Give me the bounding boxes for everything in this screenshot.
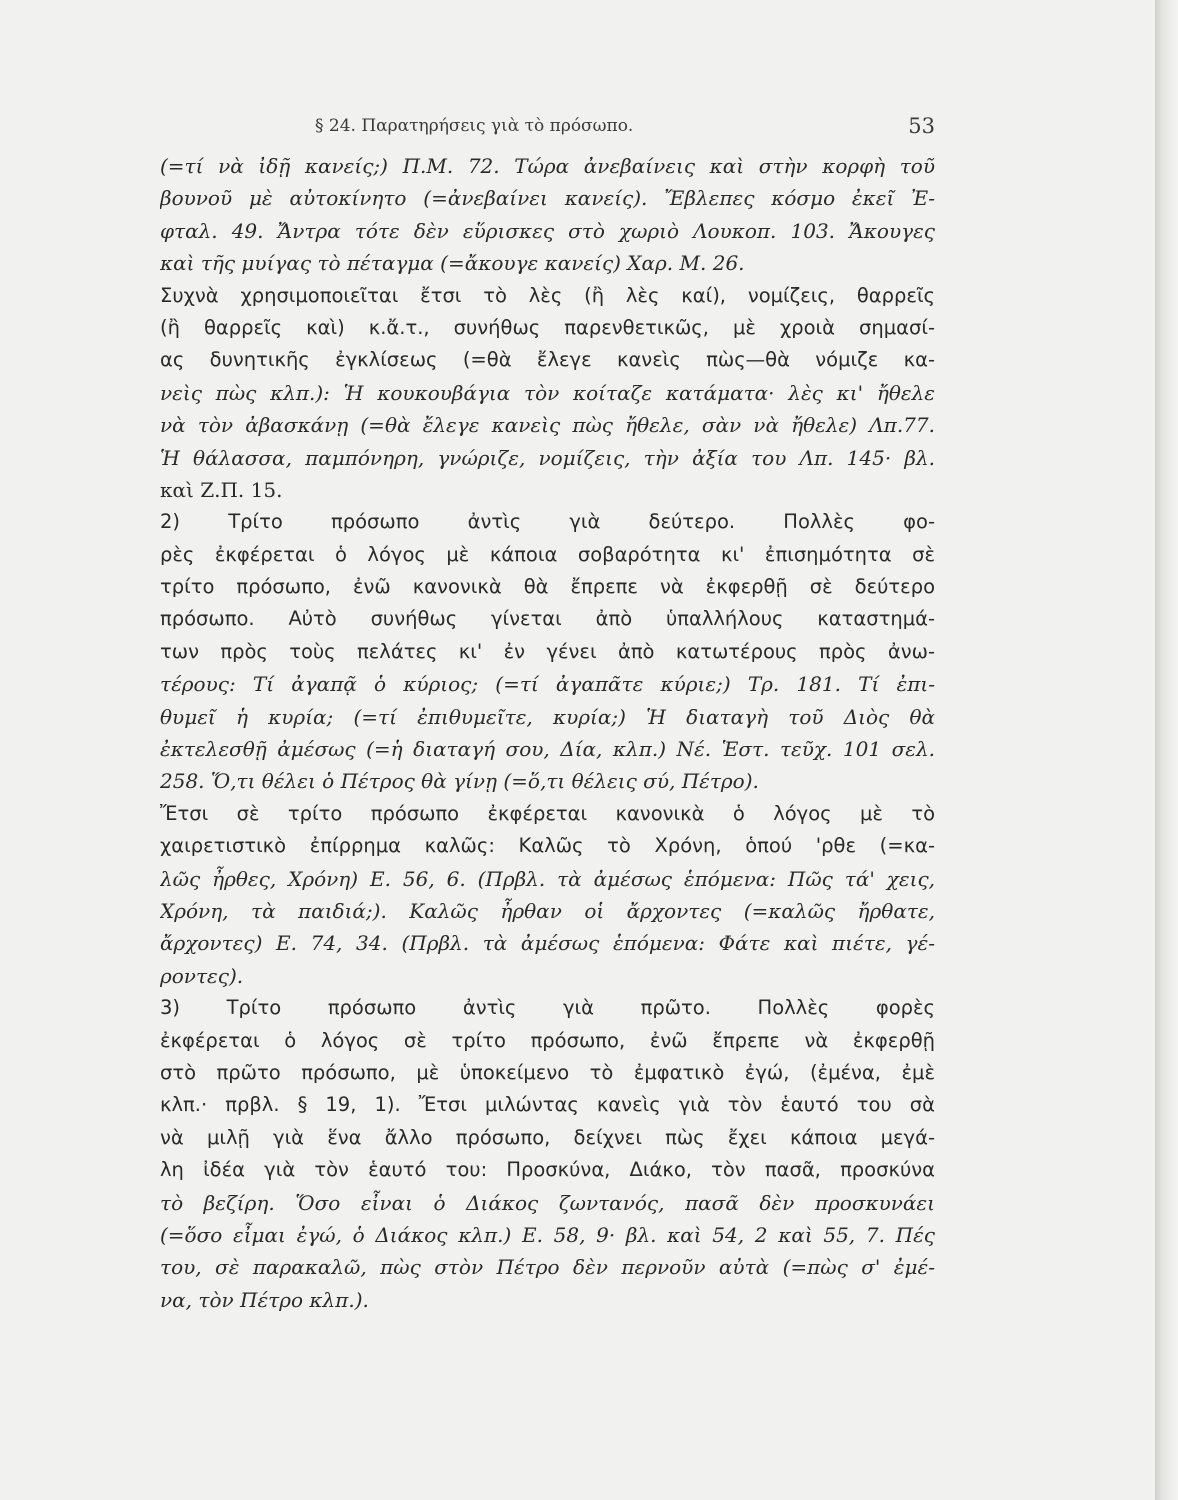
text-line: κλπ.· πρβλ. § 19, 1). Ἔτσι μιλώντας κανεὶς γιὰ τὸν ἑαυτό του σὰ — [160, 1093, 935, 1117]
text-line: νὰ μιλῇ γιὰ ἕνα ἄλλο πρόσωπο, δείχνει πὼς ἔχει κάποια μεγά- — [160, 1125, 935, 1149]
text-line: τὸ βεζίρη. Ὅσο εἶναι ὁ Διάκος ζωντανός, πασᾶ δὲν προσκυνάει — [160, 1190, 935, 1215]
page-edge — [1155, 0, 1178, 1500]
text-line: (=ὅσο εἶμαι ἐγώ, ὁ Διάκος κλπ.) Ε. 58, 9· βλ. καὶ 54, 2 καὶ 55, 7. Πές — [160, 1222, 935, 1247]
text-line: λῶς ἦρθες, Χρόνη) Ε. 56, 6. (Πρβλ. τὰ ἀμέσως ἑπόμενα: Πῶς τά' χεις, — [160, 866, 935, 891]
section-heading-line: 3) Τρίτο πρόσωπο ἀντὶς γιὰ πρῶτο. Πολλὲς φορὲς — [160, 996, 935, 1020]
text-line: νεὶς πὼς κλπ.): Ἡ κουκουβάγια τὸν κοίταζε κατάματα· λὲς κι' ἤθελε — [160, 380, 935, 405]
page-number: 53 — [908, 114, 935, 138]
text-line: νὰ τὸν ἀβασκάνῃ (=θὰ ἔλεγε κανεὶς πὼς ἤθελε, σὰν νὰ ἤθελε) Λπ.77. — [160, 413, 935, 438]
text-line: καὶ Ζ.Π. 15. — [160, 477, 283, 502]
text-line: να, τὸν Πέτρο κλπ.). — [160, 1287, 369, 1312]
running-title: § 24. Παρατηρήσεις γιὰ τὸ πρόσωπο. — [315, 116, 634, 136]
section-heading-line: 2) Τρίτο πρόσωπο ἀντὶς γιὰ δεύτερο. Πολλὲς φο- — [160, 510, 935, 534]
text-line: ἐκφέρεται ὁ λόγος σὲ τρίτο πρόσωπο, ἐνῶ ἔπρεπε νὰ ἐκφερθῇ — [160, 1028, 935, 1052]
text-line: Ἡ θάλασσα, παμπόνηρη, γνώριζε, νομίζεις, τὴν ἀξία του Λπ. 145· βλ. — [160, 445, 935, 470]
text-line: καὶ τῆς μυίγας τὸ πέταγμα (=ἄκουγε κανείς) Χαρ. Μ. 26. — [160, 251, 745, 276]
text-line: Ἔτσι σὲ τρίτο πρόσωπο ἐκφέρεται κανονικὰ ὁ λόγος μὲ τὸ — [160, 801, 935, 825]
text-line: ἄρχοντες) Ε. 74, 34. (Πρβλ. τὰ ἀμέσως ἑπόμενα: Φάτε καὶ πιέτε, γέ- — [160, 931, 935, 956]
text-line: λη ἰδέα γιὰ τὸν ἑαυτό του: Προσκύνα, Διάκο, τὸν πασᾶ, προσκύνα — [160, 1158, 935, 1182]
text-line: φταλ. 49. Ἄντρα τότε δὲν εὕρισκες στὸ χωριὸ Λουκοπ. 103. Ἄκουγες — [160, 218, 935, 243]
text-line: ρὲς ἐκφέρεται ὁ λόγος μὲ κάποια σοβαρότητα κι' ἐπισημότητα σὲ — [160, 542, 935, 566]
text-line: στὸ πρῶτο πρόσωπο, μὲ ὑποκείμενο τὸ ἐμφατικὸ ἐγώ, (ἐμένα, ἐμὲ — [160, 1060, 935, 1084]
text-line: θυμεῖ ἡ κυρία; (=τί ἐπιθυμεῖτε, κυρία;) Ἡ διαταγὴ τοῦ Διὸς θὰ — [160, 704, 935, 729]
text-line: πρόσωπο. Αὐτὸ συνήθως γίνεται ἀπὸ ὑπαλλήλους καταστημά- — [160, 607, 935, 631]
text-line: ας δυνητικῆς ἐγκλίσεως (=θὰ ἔλεγε κανεὶς πὼς—θὰ νόμιζε κα- — [160, 348, 935, 372]
text-line: 258. Ὅ,τι θέλει ὁ Πέτρος θὰ γίνῃ (=ὅ,τι θέλεις σύ, Πέτρο). — [160, 769, 759, 794]
text-line: βουνοῦ μὲ αὐτοκίνητο (=ἀνεβαίνει κανείς). Ἔβλεπες κόσμο ἐκεῖ Ἐ- — [160, 186, 935, 211]
text-line: τέρους: Τί ἀγαπᾷ ὁ κύριος; (=τί ἀγαπᾶτε κύριε;) Τρ. 181. Τί ἐπι- — [160, 672, 935, 697]
text-line: χαιρετιστικὸ ἐπίρρημα καλῶς: Καλῶς τὸ Χρόνη, ὁπού 'ρθε (=κα- — [160, 834, 935, 858]
text-line: των πρὸς τοὺς πελάτες κι' ἐν γένει ἀπὸ κατωτέρους πρὸς ἀνω- — [160, 639, 935, 663]
text-line: ἐκτελεσθῇ ἀμέσως (=ἡ διαταγή σου, Δία, κλπ.) Νέ. Ἑστ. τεῦχ. 101 σελ. — [160, 737, 935, 762]
text-line: (ἢ θαρρεῖς καὶ) κ.ἄ.τ., συνήθως παρενθετικῶς, μὲ χροιὰ σημασί- — [160, 315, 935, 339]
text-line: τρίτο πρόσωπο, ἐνῶ κανονικὰ θὰ ἔπρεπε νὰ ἐκφερθῇ σὲ δεύτερο — [160, 575, 935, 599]
text-line: ροντες). — [160, 963, 244, 988]
text-line: του, σὲ παρακαλῶ, πὼς στὸν Πέτρο δὲν περνοῦν αὐτὰ (=πὼς σ' ἐμέ- — [160, 1255, 935, 1280]
text-line: (=τί νὰ ἰδῇ κανείς;) Π.Μ. 72. Τώρα ἀνεβαίνεις καὶ στὴν κορφὴ τοῦ — [160, 154, 935, 178]
text-line: Συχνὰ χρησιμοποιεῖται ἔτσι τὸ λὲς (ἢ λὲς καί), νομίζεις, θαρρεῖς — [160, 283, 935, 307]
text-line: Χρόνη, τὰ παιδιά;). Καλῶς ἦρθαν οἱ ἄρχοντες (=καλῶς ἤρθατε, — [160, 898, 935, 923]
body-text — [160, 150, 935, 1316]
